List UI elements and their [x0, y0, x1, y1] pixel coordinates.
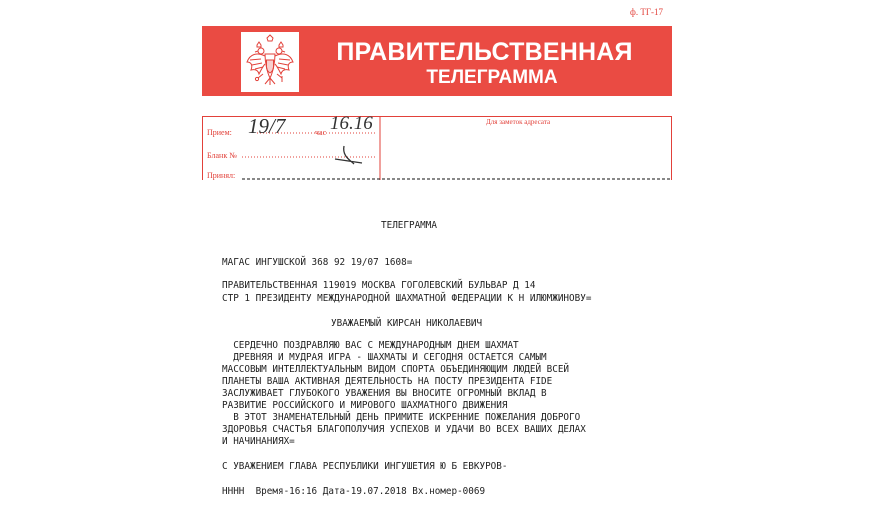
- footer-line: НННН Время-16:16 Дата-19.07.2018 Вх.номер-0069: [222, 486, 486, 497]
- message-line: И НАЧИНАНИЯХ=: [222, 436, 295, 447]
- message-line: МАССОВЫМ ИНТЕЛЛЕКТУАЛЬНЫМ ВИДОМ СПОРТА ОБЪЕДИНЯЮЩИМ ЛЮДЕЙ ВСЕЙ: [222, 364, 570, 375]
- form-code: ф. ТГ-17: [630, 7, 664, 17]
- salutation: УВАЖАЕМЫЙ КИРСАН НИКОЛАЕВИЧ: [331, 318, 483, 329]
- address-line-2: СТР 1 ПРЕЗИДЕНТУ МЕЖДУНАРОДНОЙ ШАХМАТНОЙ ФЕДЕРАЦИИ К Н ИЛЮМЖИНОВУ=: [222, 293, 592, 304]
- received-label: Прием:: [207, 128, 232, 137]
- hour-value: 16.16: [330, 113, 373, 134]
- signature-line: С УВАЖЕНИЕМ ГЛАВА РЕСПУБЛИКИ ИНГУШЕТИЯ Ю Б ЕВКУРОВ-: [222, 461, 508, 472]
- received-value: 19/7: [248, 114, 286, 138]
- addressee-notes-label: Для заметок адресата: [486, 118, 551, 126]
- message-line: ДРЕВНЯЯ И МУДРАЯ ИГРА - ШАХМАТЫ И СЕГОДНЯ ОСТАЕТСЯ САМЫМ: [222, 352, 547, 363]
- telegram-type-title: ПРАВИТЕЛЬСТВЕННАЯ: [336, 38, 633, 66]
- message-line: В ЭТОТ ЗНАМЕНАТЕЛЬНЫЙ ДЕНЬ ПРИМИТЕ ИСКРЕННИЕ ПОЖЕЛАНИЯ ДОБРОГО: [222, 412, 581, 423]
- message-line: РАЗВИТИЕ РОССИЙСКОГО И МИРОВОГО ШАХМАТНОГО ДВИЖЕНИЯ: [222, 400, 508, 411]
- hour-label: час: [315, 128, 327, 137]
- telegram-heading: ТЕЛЕГРАММА: [381, 220, 437, 231]
- blank-number-label: Бланк №: [207, 151, 237, 160]
- accepted-by-label: Принял:: [207, 171, 236, 180]
- origin-line: МАГАС ИНГУШСКОЙ 368 92 19/07 1608=: [222, 257, 413, 268]
- telegram-subtitle: ТЕЛЕГРАММА: [426, 67, 558, 88]
- message-line: СЕРДЕЧНО ПОЗДРАВЛЯЮ ВАС С МЕЖДУНАРОДНЫМ ДНЕМ ШАХМАТ: [222, 340, 519, 351]
- address-line-1: ПРАВИТЕЛЬСТВЕННАЯ 119019 МОСКВА ГОГОЛЕВСКИЙ БУЛЬВАР Д 14: [222, 280, 536, 291]
- message-line: ЗАСЛУЖИВАЕТ ГЛУБОКОГО УВАЖЕНИЯ ВЫ ВНОСИТЕ ОГРОМНЫЙ ВКЛАД В: [222, 388, 547, 399]
- message-line: ПЛАНЕТЫ ВАША АКТИВНАЯ ДЕЯТЕЛЬНОСТЬ НА ПОСТУ ПРЕЗИДЕНТА FIDE: [222, 376, 553, 387]
- message-line: ЗДОРОВЬЯ СЧАСТЬЯ БЛАГОПОЛУЧИЯ УСПЕХОВ И УДАЧИ ВО ВСЕХ ВАШИХ ДЕЛАХ: [222, 424, 586, 435]
